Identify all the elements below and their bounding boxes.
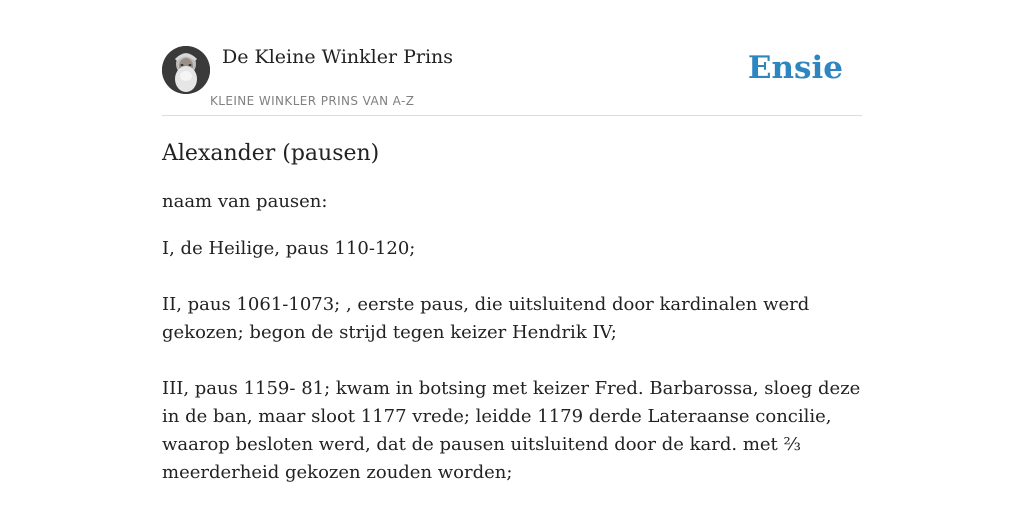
avatar[interactable]	[162, 46, 210, 94]
list-item: III, paus 1159- 81; kwam in botsing met keizer Fred. Barbarossa, sloeg deze in de ban, maar sloot 1177 vrede; leidde 1179 derde Lateraanse concilie, waarop besloten werd, dat de pausen uitsluitend door de kard. met ⅔ meerderheid gekozen zouden worden;	[162, 378, 861, 483]
brand-logo[interactable]: Ensie	[747, 50, 843, 86]
header-divider	[162, 115, 862, 116]
article-title: Alexander (pausen)	[162, 141, 380, 166]
article	[162, 138, 862, 512]
bearded-man-portrait-icon	[162, 46, 210, 94]
article-intro: naam van pausen:	[162, 191, 328, 212]
source-subtitle[interactable]: KLEINE WINKLER PRINS VAN A-Z	[210, 94, 415, 108]
list-item: II, paus 1061-1073; , eerste paus, die uitsluitend door kardinalen werd gekozen; begon de strijd tegen keizer Hendrik IV;	[162, 294, 810, 343]
entry-list	[162, 235, 862, 487]
source-title[interactable]: De Kleine Winkler Prins	[222, 46, 454, 68]
list-item: I, de Heilige, paus 110-120;	[162, 238, 416, 259]
